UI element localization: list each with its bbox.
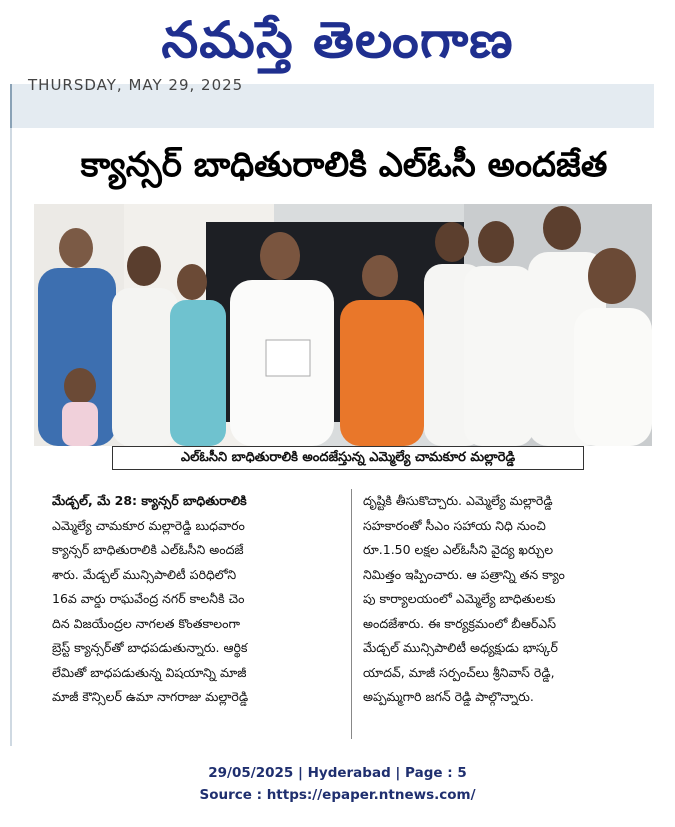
article-line: 16వ వార్డు రాఘవేంద్ర నగర్ కాలనీకి చెం [52, 591, 245, 606]
article-line: బ్రెస్ట్ క్యాన్సర్‌తో బాధపడుతున్నారు. ఆర్థిక [52, 640, 248, 655]
source-link[interactable]: Source : https://epaper.ntnews.com/ [199, 787, 476, 803]
page-footer [0, 762, 675, 806]
news-photo [34, 204, 652, 446]
article-column-right [363, 489, 657, 710]
dateline-band [10, 76, 654, 128]
headline: క్యాన్సర్ బాధితురాలికి ఎల్ఓసీ అందజేత [80, 145, 608, 185]
article-line: మాజీ కౌన్సిలర్ ఉమా నాగరాజు మల్లారెడ్డి [52, 689, 249, 704]
article-line: క్యాన్సర్ బాధితురాలికి ఎల్ఓసీని అందజే [52, 542, 244, 557]
article-line: పు కార్యాలయంలో ఎమ్మెల్యే బాధితులకు [363, 591, 556, 606]
article-line: దిన విజయేంద్రల నాగలత కొంతకాలంగా [52, 615, 240, 631]
masthead [0, 0, 675, 84]
article-line: సహకారంతో సీఎం సహాయ నిధి నుంచి [363, 517, 546, 533]
photo-illustration [34, 204, 652, 446]
photo-caption: ఎల్ఓసీని బాధితురాలికి అందజేస్తున్న ఎమ్మెల్యే చామకూర మల్లారెడ్డి [112, 446, 584, 470]
article-line: రూ.1.50 లక్షల ఎల్ఓసీని వైద్య ఖర్చుల [363, 542, 554, 557]
article-line: మేడ్చల్, మే 28: క్యాన్సర్ బాధితురాలికి [52, 493, 247, 508]
article-line: లేమితో బాధపడుతున్న విషయాన్ని మాజీ [52, 664, 247, 680]
article-line: అప్పమ్మగారి జగన్ రెడ్డి పాల్గొన్నారు. [363, 689, 534, 704]
column-divider [351, 489, 352, 739]
article-line: అందజేశారు. ఈ కార్యక్రమంలో బీఆర్ఎస్ [363, 615, 556, 631]
newspaper-logo: నమస్తే తెలంగాణ [161, 11, 514, 69]
frame-rule [10, 128, 12, 746]
article-line: దృష్టికి తీసుకొచ్చారు. ఎమ్మెల్యే మల్లారెడ్డి [363, 493, 553, 508]
dateline: THURSDAY, MAY 29, 2025 [28, 76, 244, 94]
article-line: శారు. మేడ్చల్ మున్సిపాలిటీ పరిధిలోని [52, 566, 237, 582]
article-column-left [52, 489, 346, 710]
article-line: యాదవ్, మాజీ సర్పంచ్‌లు శ్రీనివాస్ రెడ్డి, [363, 664, 555, 680]
article-line: మేడ్చల్ మున్సిపాలిటీ అధ్యక్షుడు భాస్కర్ [363, 640, 558, 655]
article-line: నిమిత్తం ఇప్పించారు. ఆ పత్రాన్ని తన క్యాం [363, 566, 565, 582]
edition-info: 29/05/2025 | Hyderabad | Page : 5 [208, 765, 467, 781]
article-line: ఎమ్మెల్యే చామకూర మల్లారెడ్డి బుధవారం [52, 517, 245, 533]
